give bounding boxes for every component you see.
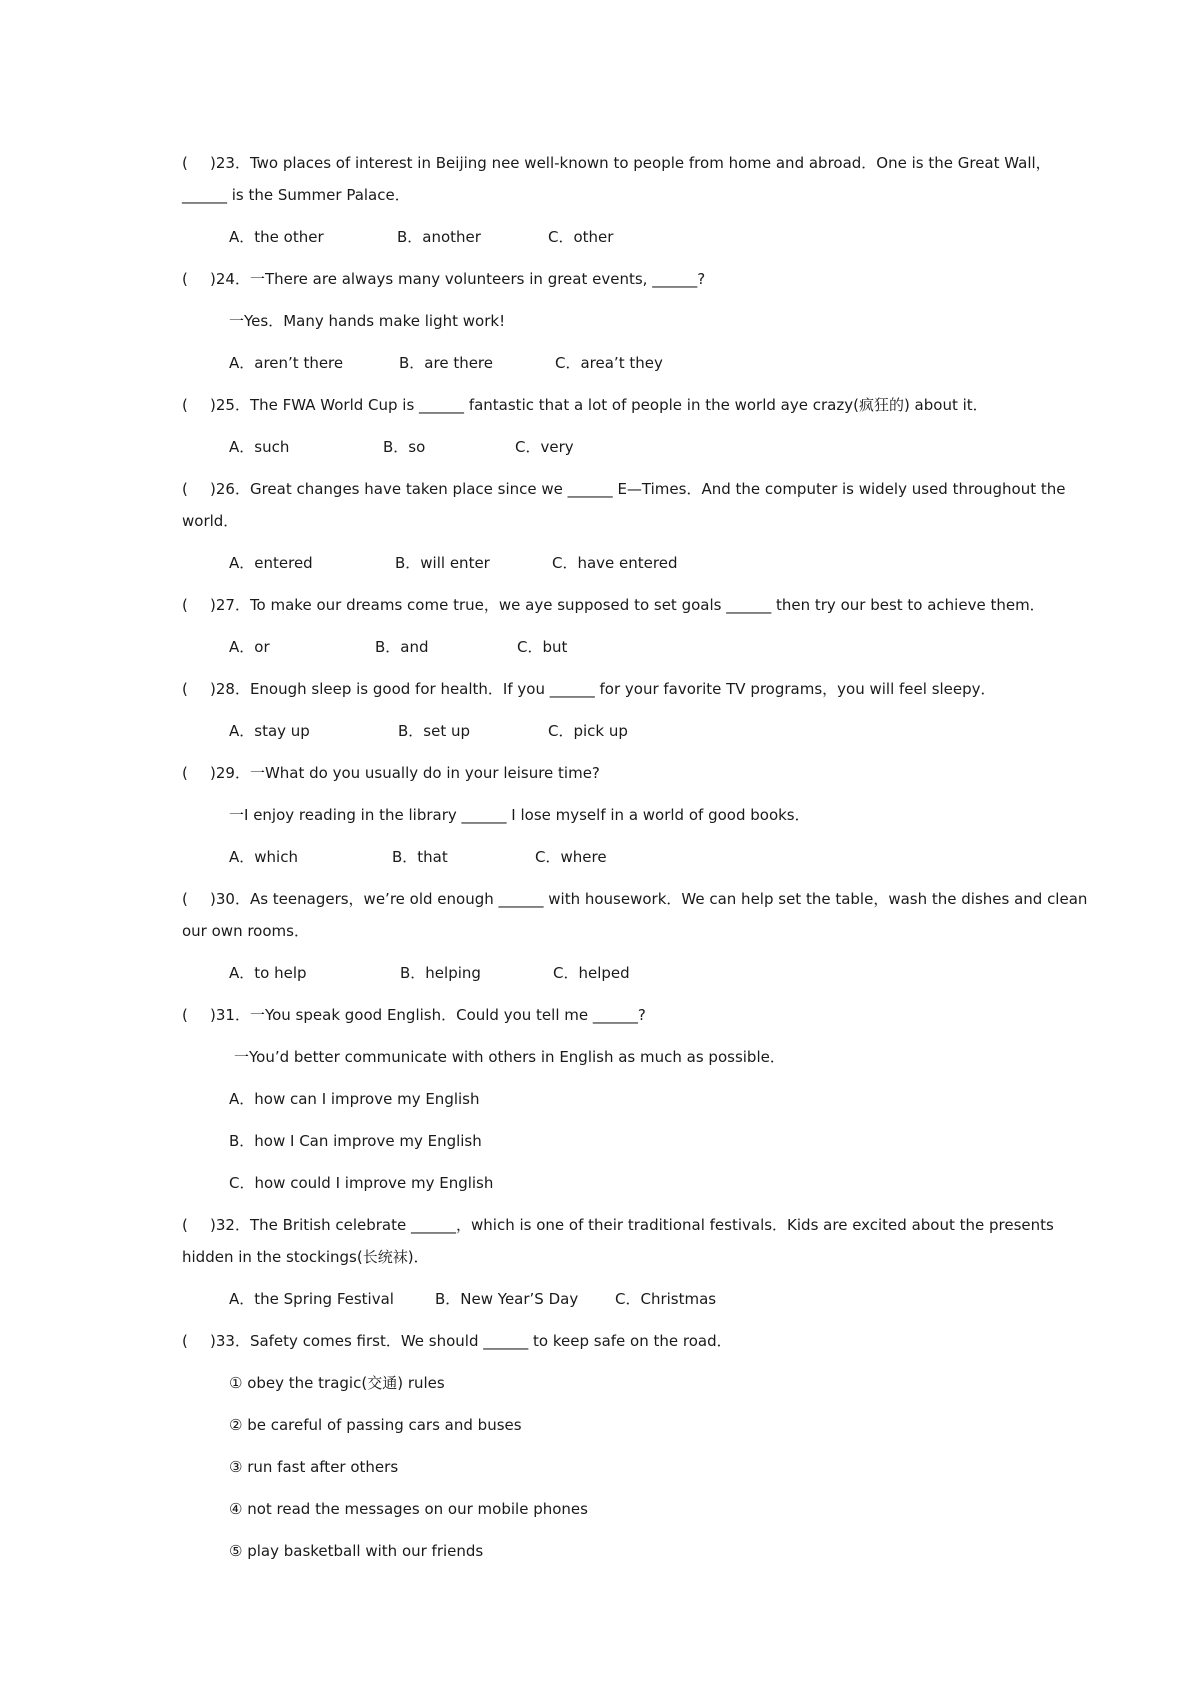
option-a: A．such xyxy=(229,438,290,456)
answer-paren: ( xyxy=(182,680,188,698)
answer-paren: ( xyxy=(182,890,188,908)
options-row xyxy=(182,226,1042,268)
question-list xyxy=(182,152,1088,1582)
question-27 xyxy=(182,594,1045,636)
option-b: B．how I Can improve my English xyxy=(229,1132,482,1150)
option-c: C．other xyxy=(548,228,614,246)
dialogue-reply: 一I enjoy reading in the library ______ I lose myself in a world of good books． xyxy=(229,806,810,824)
options-row xyxy=(182,720,1042,762)
list-item: ③ run fast after others xyxy=(229,1458,399,1476)
option-a: A．the Spring Festival xyxy=(229,1290,394,1308)
question-text: )26．Great changes have taken place since we ______ E—Times．And the computer is widely used throughout the xyxy=(210,480,1066,498)
question-29 xyxy=(182,762,1042,804)
question-30 xyxy=(182,888,1088,920)
question-33 xyxy=(182,1330,1042,1372)
answer-paren: ( xyxy=(182,1006,188,1024)
question-text: )33．Safety comes first．We should ______ to keep safe on the road． xyxy=(210,1332,732,1350)
options-row xyxy=(182,436,1042,478)
option-b: B．set up xyxy=(398,722,471,740)
question-text-continued: world． xyxy=(182,512,239,530)
option-a: A．to help xyxy=(229,964,307,982)
question-text: )32．The British celebrate ______，which is one of their traditional festivals．Kids are excited about the presents xyxy=(210,1216,1054,1234)
question-text: )28．Enough sleep is good for health．If you ______ for your favorite TV programs，you will feel sleepy． xyxy=(210,680,996,698)
list-item: ① obey the tragic(交通) rules xyxy=(229,1374,445,1392)
option-b: B．are there xyxy=(399,354,493,372)
option-c: C．area’t they xyxy=(555,354,663,372)
option-b: B．that xyxy=(392,848,448,866)
answer-paren: ( xyxy=(182,1216,188,1234)
option-c: C．where xyxy=(535,848,607,866)
option-b: B．New Year’S Day xyxy=(435,1290,579,1308)
list-item: ⑤ play basketball with our friends xyxy=(229,1542,484,1560)
question-text-continued: hidden in the stockings(长统袜)． xyxy=(182,1248,429,1266)
option-a: A．the other xyxy=(229,228,324,246)
question-32 xyxy=(182,1214,1054,1246)
question-text-continued: our own rooms． xyxy=(182,922,309,940)
dialogue-reply: 一You’d better communicate with others in English as much as possible． xyxy=(234,1048,785,1066)
option-a: A．stay up xyxy=(229,722,310,740)
option-c: C．how could I improve my English xyxy=(229,1174,494,1192)
option-a: A．or xyxy=(229,638,270,656)
question-24 xyxy=(182,268,1042,310)
options-row xyxy=(182,1288,1042,1330)
option-b: B．another xyxy=(397,228,481,246)
answer-paren: ( xyxy=(182,270,188,288)
option-c: C．helped xyxy=(553,964,630,982)
option-c: C．very xyxy=(515,438,574,456)
question-28 xyxy=(182,678,1042,720)
option-b: B．will enter xyxy=(395,554,490,572)
answer-paren: ( xyxy=(182,396,188,414)
option-a: A．aren’t there xyxy=(229,354,344,372)
option-a: A．entered xyxy=(229,554,313,572)
option-a: A．which xyxy=(229,848,298,866)
question-text: )23．Two places of interest in Beijing nee well-known to people from home and abroad．One is the Great Wall， xyxy=(210,154,1051,172)
options-row xyxy=(182,552,1042,594)
option-c: C．have entered xyxy=(552,554,678,572)
answer-paren: ( xyxy=(182,764,188,782)
answer-paren: ( xyxy=(182,480,188,498)
question-text: )25．The FWA World Cup is ______ fantastic that a lot of people in the world aye crazy(疯狂的) about it． xyxy=(210,396,988,414)
answer-paren: ( xyxy=(182,596,188,614)
option-b: B．so xyxy=(383,438,426,456)
question-26 xyxy=(182,478,1066,510)
options-row xyxy=(182,636,1042,678)
option-c: C．Christmas xyxy=(615,1290,717,1308)
dialogue-reply: 一Yes．Many hands make light work! xyxy=(229,312,506,330)
list-item: ④ not read the messages on our mobile phones xyxy=(229,1500,588,1518)
options-row xyxy=(182,846,1042,888)
question-23 xyxy=(182,152,1051,184)
option-c: C．pick up xyxy=(548,722,628,740)
option-a: A．how can I improve my English xyxy=(229,1090,480,1108)
question-text-continued: ______ is the Summer Palace． xyxy=(182,186,410,204)
question-text: )30．As teenagers，we’re old enough ______ with housework．We can help set the table，wash the dishes and clean xyxy=(210,890,1088,908)
answer-paren: ( xyxy=(182,1332,188,1350)
option-b: B．helping xyxy=(400,964,481,982)
question-31 xyxy=(182,1004,1042,1046)
question-text: )29．一What do you usually do in your leisure time? xyxy=(210,764,600,782)
question-text: )27．To make our dreams come true，we aye supposed to set goals ______ then try our best to achieve them． xyxy=(210,596,1045,614)
option-c: C．but xyxy=(517,638,568,656)
question-text: )24．一There are always many volunteers in great events, ______? xyxy=(210,270,706,288)
options-row xyxy=(182,962,1042,1004)
options-row xyxy=(182,352,1042,394)
question-text: )31．一You speak good English．Could you tell me ______? xyxy=(210,1006,646,1024)
question-25 xyxy=(182,394,1042,436)
list-item: ② be careful of passing cars and buses xyxy=(229,1416,522,1434)
answer-paren: ( xyxy=(182,154,188,172)
option-b: B．and xyxy=(375,638,429,656)
